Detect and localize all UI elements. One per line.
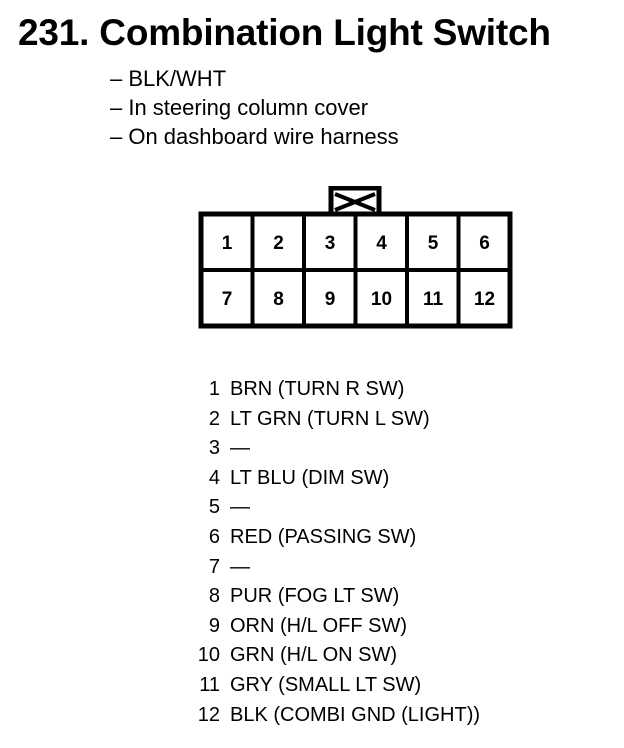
pin-description: — [230,437,250,460]
pin-description: LT GRN (TURN L SW) [230,407,430,430]
pin-description: ORN (H/L OFF SW) [230,614,408,637]
pin-number: 12 [197,703,220,726]
list-item [195,671,480,701]
pin-label: 11 [422,289,444,310]
list-item [195,493,480,523]
pin-number: 2 [208,407,220,430]
note-location: – In steering column cover [110,95,369,120]
list-item [195,612,480,642]
list-item [195,434,480,464]
note-harness: – On dashboard wire harness [110,124,399,149]
pin-number: 7 [208,555,220,578]
pin-description: LT BLU (DIM SW) [230,466,390,489]
pin-description: GRY (SMALL LT SW) [230,673,422,696]
pin-label: 4 [376,233,387,254]
list-item [195,553,480,583]
pin-label: 5 [427,233,439,254]
pin-number: 9 [208,614,220,637]
page-title: 231. Combination Light Switch [18,12,551,53]
pin-label: 9 [324,289,336,310]
pin-label: 3 [324,233,336,254]
pin-number: 3 [208,437,220,460]
pin-label: 8 [273,289,284,310]
pin-number: 10 [197,644,220,667]
connector-notes [110,64,399,151]
pin-list [195,375,480,730]
connector-diagram [198,186,514,331]
pin-number: 4 [208,466,220,489]
note-wire-color: – BLK/WHT [110,66,227,91]
latch-x-icon [331,188,379,214]
list-item [195,464,480,494]
pin-description: BLK (COMBI GND (LIGHT)) [230,703,481,726]
pin-description: RED (PASSING SW) [230,525,417,548]
list-item [195,701,480,731]
pin-description: BRN (TURN R SW) [230,378,405,400]
list-item [195,375,480,405]
list-item [195,641,480,671]
pin-description: — [230,555,250,578]
pin-number: 5 [208,496,220,519]
list-item [195,523,480,553]
list-item [195,582,480,612]
pin-number: 6 [208,525,220,548]
pin-description: — [230,496,250,519]
pin-number: 11 [199,673,220,696]
list-item [195,405,480,435]
pin-label: 7 [221,289,233,310]
pin-label: 10 [370,289,393,310]
pin-label: 6 [479,233,490,254]
pin-label: 2 [273,233,284,254]
pin-description: GRN (H/L ON SW) [230,644,398,667]
pin-number: 1 [208,378,220,400]
pin-description: PUR (FOG LT SW) [230,585,400,608]
pin-label: 12 [473,289,496,310]
pin-number: 8 [208,585,220,608]
pin-label: 1 [221,233,233,254]
